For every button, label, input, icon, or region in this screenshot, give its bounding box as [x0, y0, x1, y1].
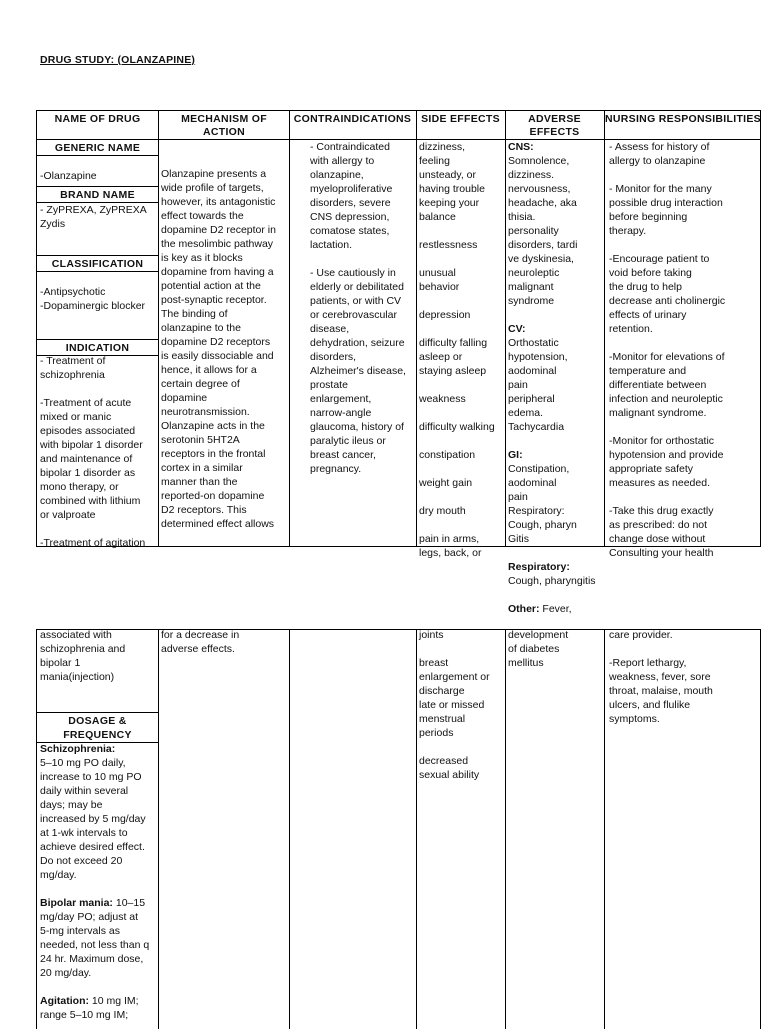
bipolar-mania-text: 10–15 mg/day PO; adjust at 5-mg intervals as needed, not less than q 24 hr. Maximum dose, 20 mg/day.: [40, 897, 150, 979]
respiratory-label: Respiratory:: [508, 561, 570, 573]
column-divider: [416, 630, 417, 1029]
column-divider: [604, 630, 605, 1029]
drug-study-table-part1: [36, 110, 761, 615]
indication-value: - Treatment of schizophrenia -Treatment of acute mixed or manic episodes associated with bipolar 1 disorder and maintenance of bipolar 1 disorder as mono therapy, or combined with lithium or valproate -Treatment of agitation: [40, 355, 146, 549]
brand-name-label: BRAND NAME: [60, 189, 135, 201]
classification-value: -Antipsychotic -Dopaminergic blocker: [40, 286, 146, 312]
drug-study-table-part2: [36, 629, 761, 1029]
respiratory-text: Cough, pharyngitis: [508, 575, 596, 587]
generic-name-label: GENERIC NAME: [54, 142, 141, 154]
dosage-label: DOSAGE & FREQUENCY: [63, 715, 132, 741]
generic-name-value: -Olanzapine: [40, 170, 97, 182]
gi-text: Constipation, aodominal pain Respiratory: Cough, pharyn Gitis: [508, 463, 577, 545]
schizophrenia-text: 5–10 mg PO daily, increase to 10 mg PO daily within several days; may be increased by 5 mg/day at 1-wk intervals to achieve desired effect. Do not exceed 20 mg/day.: [40, 757, 146, 881]
schizophrenia-label: Schizophrenia:: [40, 743, 116, 755]
other-text: Fever,: [539, 603, 572, 615]
adverse-effects-text: [508, 140, 603, 616]
nursing-text: - Assess for history of allergy to olanzapine - Monitor for the many possible drug interaction before beginning therapy. -Encourage patient to void before taking the drug to help decrease anti cholinergic effects of urinary retention. -Monitor for elevations of temperature and differentiate between infection and neuroleptic malignant syndrome. -Monitor for orthostatic hypotension and provide appropriate safety measures as needed. -Take this drug exactly as prescribed: do not change dose without Consulting your health: [609, 141, 726, 559]
agitation-label: Agitation:: [40, 995, 89, 1007]
side-effects-text: dizziness, feeling unsteady, or having trouble keeping your balance restlessness unusual behavior depression difficulty falling asleep or staying asleep weakness difficulty walking constipation weight gain dry mouth pain in arms, legs, back, or: [419, 141, 495, 559]
column-divider: [158, 630, 159, 1029]
indication-label: INDICATION: [65, 342, 130, 354]
column-divider: [505, 630, 506, 1029]
mechanism-text: Olanzapine presents a wide profile of targets, however, its antagonistic effect towards the dopamine D2 receptor in the mesolimbic pathway is key as it blocks dopamine from having a potential action at the post-synaptic receptor. The binding of olanzapine to the dopamine D2 receptors is easily dissociable and hence, it allows for a certain degree of dopamine neurotransmission. Olanzapine acts in the serotonin 5HT2A receptors in the frontal cortex in a similar manner than the reported-on dopamine D2 receptors. This determined effect allows: [161, 168, 276, 530]
header-name-of-drug: NAME OF DRUG: [54, 113, 141, 125]
header-adverse-effects: ADVERSE EFFECTS: [528, 113, 581, 138]
cns-label: CNS:: [508, 141, 534, 153]
header-contraindications: CONTRAINDICATIONS: [293, 113, 412, 125]
adverse-effects-continued: development of diabetes mellitus: [508, 629, 569, 669]
indication-continued: associated with schizophrenia and bipolar 1 mania(injection): [40, 629, 126, 683]
header-side-effects: SIDE EFFECTS: [421, 113, 500, 125]
classification-label: CLASSIFICATION: [51, 258, 144, 270]
header-mechanism: MECHANISM OF ACTION: [181, 113, 267, 138]
side-effects-continued: joints breast enlargement or discharge late or missed menstrual periods decreased sexual ability: [419, 629, 490, 781]
column-divider: [505, 111, 506, 546]
contraindications-text: - Contraindicated with allergy to olanzapine, myeloproliferative disorders, severe CNS depression, comatose states, lactation. - Use cautiously in elderly or debilitated patients, or with CV or cerebrovascular disease, dehydration, seizure disorders, Alzheimer's disease, prostate enlargement, narrow-angle glaucoma, history of paralytic ileus or breast cancer, pregnancy.: [310, 141, 406, 475]
dosage-text: [40, 742, 155, 1022]
gi-label: GI:: [508, 449, 523, 461]
cns-text: Somnolence, dizziness. nervousness, headache, aka thisia. personality disorders, tardi ve dyskinesia, neuroleptic malignant syndrome: [508, 155, 578, 307]
cv-label: CV:: [508, 323, 526, 335]
column-divider: [289, 630, 290, 1029]
other-label: Other:: [508, 603, 540, 615]
column-divider: [158, 111, 159, 546]
header-nursing-responsibilities: NURSING RESPONSIBILITIES: [605, 113, 761, 125]
document-title: DRUG STUDY: (OLANZAPINE): [40, 54, 196, 66]
brand-name-value: - ZyPREXA, ZyPREXA Zydis: [40, 204, 147, 230]
mechanism-continued: for a decrease in adverse effects.: [161, 629, 240, 655]
agitation-text: 10 mg IM; range 5–10 mg IM;: [40, 995, 139, 1021]
bipolar-mania-label: Bipolar mania:: [40, 897, 113, 909]
cv-text: Orthostatic hypotension, aodominal pain peripheral edema. Tachycardia: [508, 337, 568, 433]
nursing-continued: care provider. -Report lethargy, weakness, fever, sore throat, malaise, mouth ulcers, and flulike symptoms.: [609, 629, 713, 725]
column-divider: [604, 111, 605, 546]
column-divider: [289, 111, 290, 546]
